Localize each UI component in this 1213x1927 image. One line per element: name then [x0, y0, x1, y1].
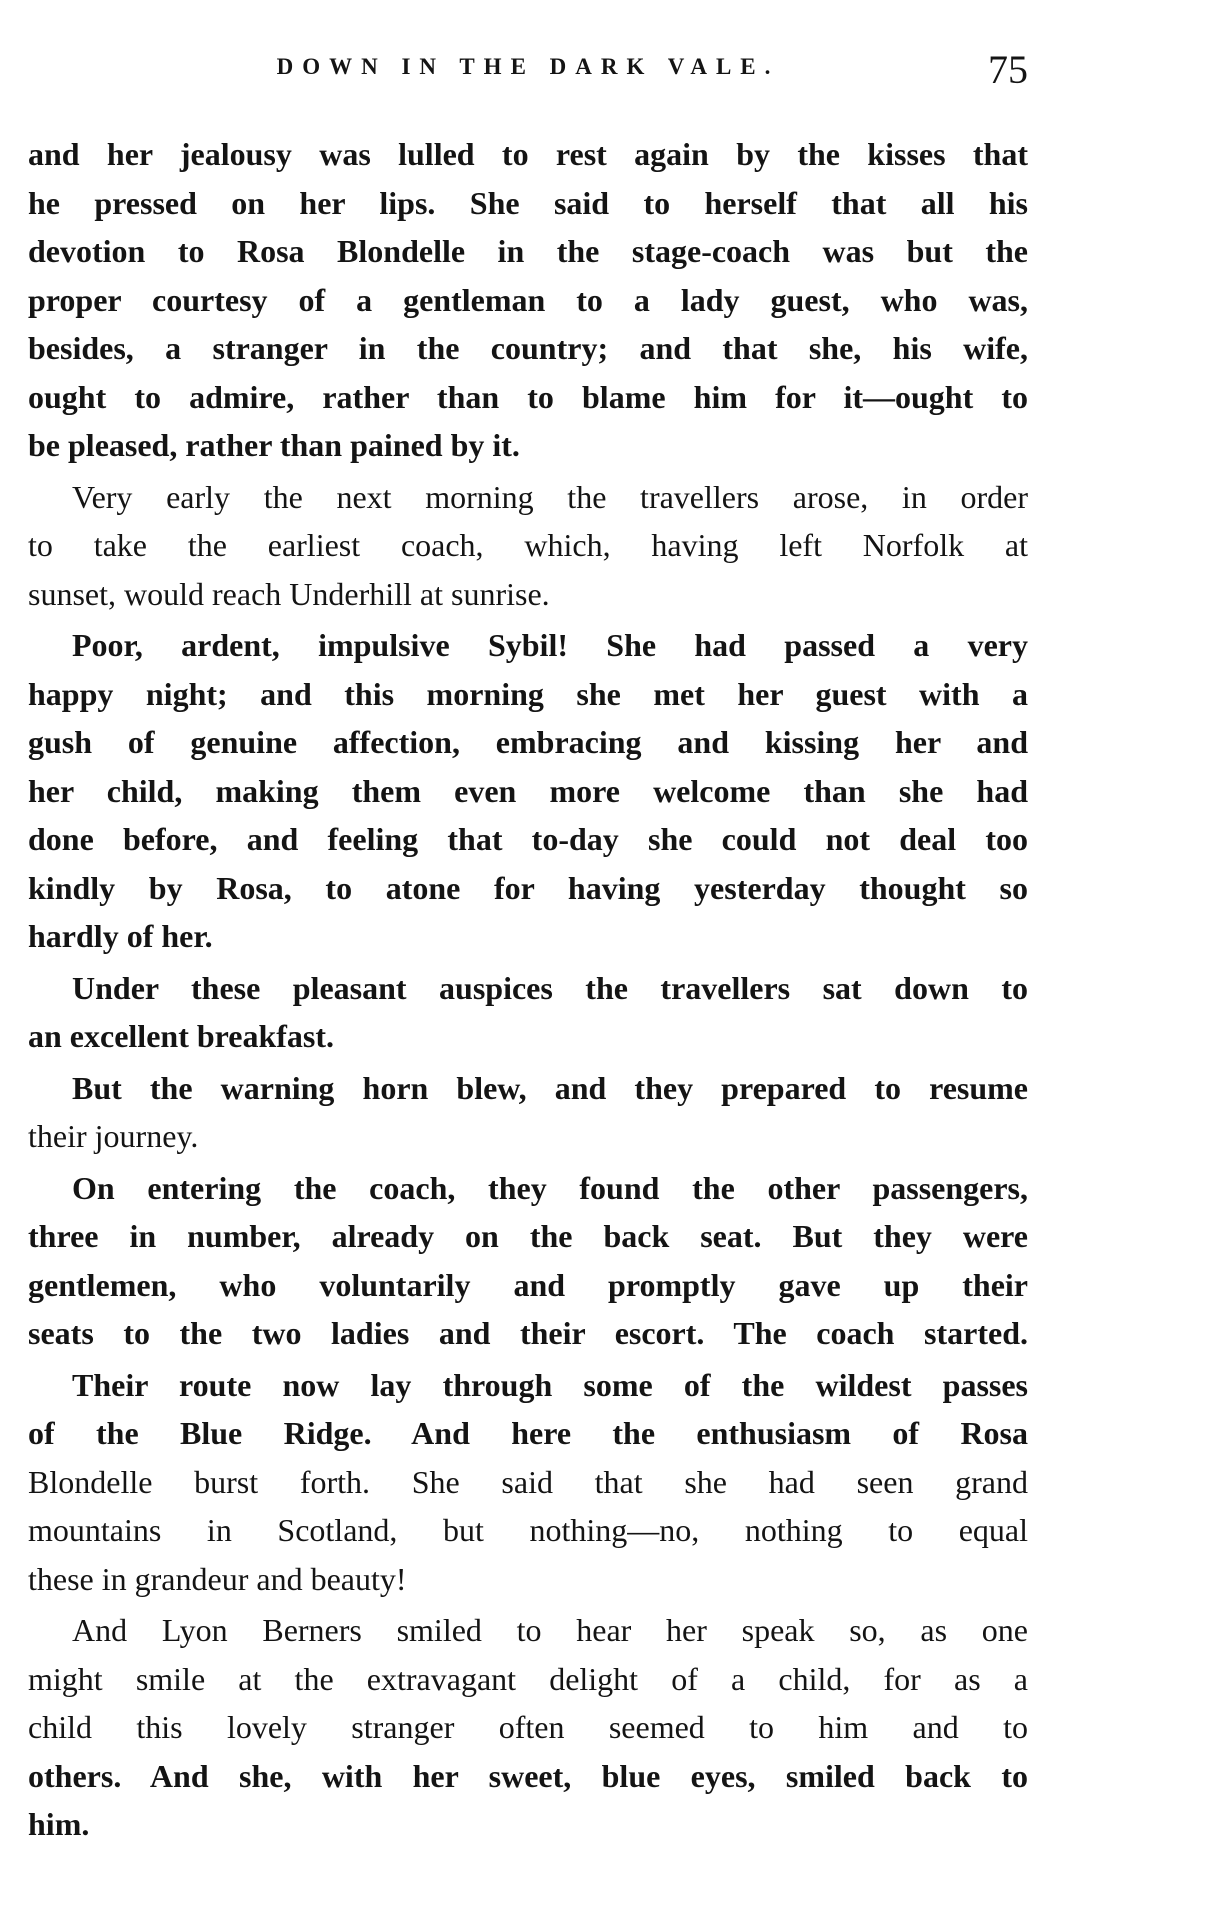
text-line: to take the earliest coach, which, having left Norfolk at [28, 527, 1028, 563]
text-line: of the Blue Ridge. And here the enthusiasm of Rosa [28, 1415, 1028, 1451]
page-number: 75 [988, 47, 1028, 92]
text-line: and her jealousy was lulled to rest again by the kisses that [28, 136, 1028, 172]
text-line: sunset, would reach Underhill at sunrise. [28, 575, 550, 612]
text-line: child this lovely stranger often seemed to him and to [28, 1709, 1028, 1745]
text-line: mountains in Scotland, but nothing—no, nothing to equal [28, 1512, 1028, 1548]
paragraph-2 [28, 473, 1028, 619]
body-text [28, 130, 1028, 1852]
paragraph-6 [28, 1164, 1028, 1358]
text-line: On entering the coach, they found the other passengers, [72, 1169, 1028, 1206]
text-line: seats to the two ladies and their escort. The coach started. [28, 1315, 1028, 1351]
paragraph-5 [28, 1064, 1028, 1161]
text-line: besides, a stranger in the country; and that she, his wife, [28, 330, 1028, 366]
text-line: happy night; and this morning she met her guest with a [28, 675, 1028, 712]
text-line: these in grandeur and beauty! [28, 1560, 407, 1597]
text-line: her child, making them even more welcome than she had [28, 772, 1028, 809]
paragraph-8 [28, 1606, 1028, 1849]
text-line: And Lyon Berners smiled to hear her speak so, as one [72, 1612, 1028, 1648]
text-line: he pressed on her lips. She said to herself that all his [28, 184, 1028, 221]
paragraph-3 [28, 621, 1028, 961]
text-line: an excellent breakfast. [28, 1018, 335, 1054]
text-line: proper courtesy of a gentleman to a lady guest, who was, [28, 281, 1028, 318]
text-line: Very early the next morning the travellers arose, in order [72, 478, 1028, 515]
running-title: DOWN IN THE DARK VALE. [276, 54, 780, 79]
text-line: gush of genuine affection, embracing and kissing her and [28, 724, 1028, 760]
paragraph-4 [28, 964, 1028, 1061]
paragraph-7 [28, 1361, 1028, 1604]
running-head [28, 46, 1028, 106]
text-line: their journey. [28, 1118, 199, 1154]
paragraph-1 [28, 130, 1028, 470]
text-line: him. [28, 1806, 90, 1842]
text-line: hardly of her. [28, 918, 213, 954]
text-line: gentlemen, who voluntarily and promptly gave up their [28, 1266, 1028, 1303]
text-line: three in number, already on the back seat. But they were [28, 1218, 1028, 1254]
text-line: Their route now lay through some of the wildest passes [72, 1366, 1028, 1403]
text-line: Under these pleasant auspices the travellers sat down to [72, 969, 1028, 1006]
text-line: kindly by Rosa, to atone for having yesterday thought so [28, 869, 1028, 906]
text-line: ought to admire, rather than to blame him for it—ought to [28, 378, 1028, 415]
text-line: be pleased, rather than pained by it. [28, 427, 520, 463]
text-line: Blondelle burst forth. She said that she had seen grand [28, 1463, 1028, 1500]
text-line: others. And she, with her sweet, blue eyes, smiled back to [28, 1757, 1028, 1794]
text-line: might smile at the extravagant delight of a child, for as a [28, 1660, 1028, 1697]
text-line: devotion to Rosa Blondelle in the stage-coach was but the [28, 233, 1028, 269]
text-line: But the warning horn blew, and they prepared to resume [72, 1069, 1028, 1106]
text-line: Poor, ardent, impulsive Sybil! She had passed a very [72, 627, 1028, 663]
text-line: done before, and feeling that to-day she could not deal too [28, 821, 1028, 857]
